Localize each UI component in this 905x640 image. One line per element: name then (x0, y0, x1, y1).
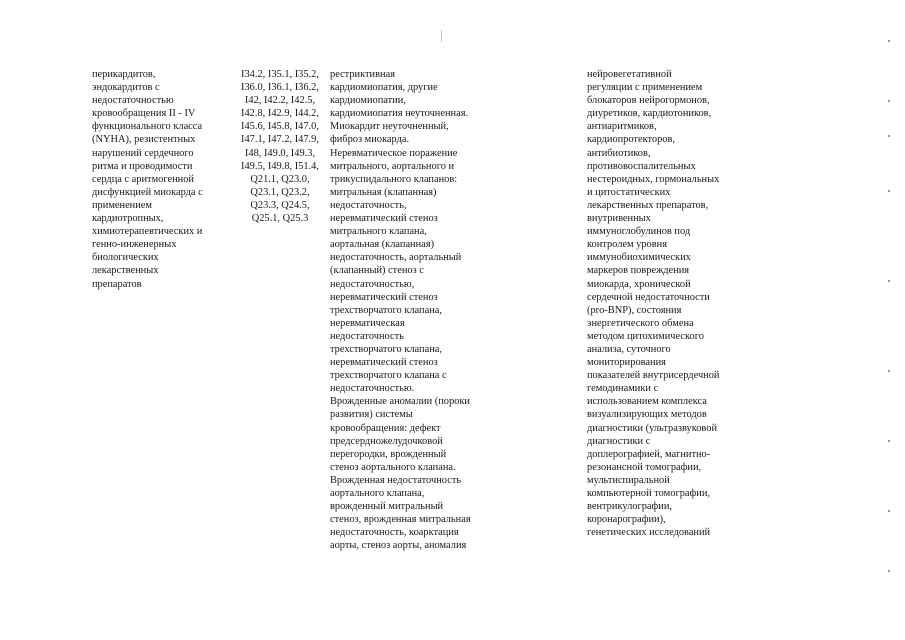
text-line: диагностики с (587, 435, 651, 447)
text-line: нарушений сердечного (92, 147, 194, 159)
icd-code-line: I42.8, I42.9, I44.2, (241, 108, 319, 120)
text-line: антибиотиков, (587, 147, 651, 159)
text-line: перегородки, врожденный (330, 448, 447, 460)
text-line: недостаточностью (92, 95, 174, 107)
text-line: генетических исследований (587, 527, 711, 539)
text-line: использованием комплекса (587, 396, 707, 408)
text-line: трикуспидального клапанов: (330, 173, 458, 185)
icd-code-line: I49.5, I49.8, I51.4, (241, 160, 319, 172)
text-line: иммунобиохимических (587, 252, 691, 264)
text-line: иммуноглобулинов под (587, 226, 691, 238)
text-line: резонансной томографии, (587, 461, 702, 473)
text-line: недостаточность, аортальный (330, 252, 462, 264)
text-line: Неревматическое поражение (330, 147, 458, 159)
text-line: рестриктивная (330, 69, 395, 80)
scan-edge-marks (888, 40, 891, 580)
text-line: неревматический стеноз (330, 291, 438, 303)
text-line: кровообращения: дефект (330, 422, 441, 434)
text-line: аортального клапана, (330, 488, 425, 499)
text-line: стеноз, врожденная митральная (330, 514, 471, 526)
text-line: кардиотропных, (92, 213, 164, 225)
text-line: применением (92, 199, 152, 211)
text-line: контролем уровня (587, 239, 667, 251)
text-line: Врожденная недостаточность (330, 474, 462, 486)
text-line: предсердножелудочковой (330, 435, 443, 447)
text-line: компьютерной томографии, (587, 488, 710, 499)
icd-code-line: I42, I42.2, I42.5, (244, 95, 316, 107)
text-line: мониторирования (587, 357, 666, 369)
text-line: ритма и проводимости (92, 160, 193, 172)
icd-code-line: I45.6, I45.8, I47.0, (241, 121, 319, 133)
text-line: противовоспалительных (587, 160, 696, 172)
text-line: развития) системы (330, 409, 413, 421)
icd-code-line: Q23.3, Q24.5, (250, 199, 310, 211)
text-line: фиброз миокарда. (330, 134, 410, 146)
text-line: неревматический стеноз (330, 213, 438, 225)
text-line: недостаточность, (330, 199, 407, 211)
text-line: кардиопротекторов, (587, 134, 675, 146)
text-line: нейровегетативной (587, 69, 672, 80)
text-line: сердечной недостаточности (587, 291, 710, 303)
text-line: недостаточность, коарктация (330, 527, 459, 539)
text-line: митрального, аортального и (330, 160, 455, 172)
text-line: стеноз аортального клапана. (330, 461, 456, 473)
text-line: перикардитов, (92, 69, 156, 80)
icd-code-line: I36.0, I36.1, I36.2, (241, 82, 319, 94)
text-line: (NYHA), резистентных (92, 134, 196, 146)
text-line: энергетического обмена (587, 317, 694, 329)
text-line: неревматическая (330, 317, 405, 329)
column-diagnosis-description (92, 68, 224, 291)
text-line: кровообращения II - IV (92, 108, 196, 120)
text-line: кардиомиопатия неуточненная. (330, 108, 469, 120)
text-line: недостаточность (330, 330, 404, 342)
text-line: функционального класса (92, 121, 203, 133)
text-line: регуляции с применением (587, 82, 703, 94)
icd-code-line: Q23.1, Q23.2, (250, 186, 310, 198)
icd-code-line: I48, I49.0, I49.3, (244, 147, 316, 159)
column-disease-model (330, 68, 505, 552)
text-line: кардиомиопатия, другие (330, 82, 438, 94)
text-line: гемодинамики с (587, 383, 659, 395)
text-line: Врожденные аномалии (пороки (330, 396, 470, 408)
text-line: визуализирующих методов (587, 409, 707, 421)
icd-code-line: I47.1, I47.2, I47.9, (241, 134, 319, 146)
column-treatment-method (587, 68, 757, 539)
text-line: доплерографией, магнитно- (587, 448, 711, 460)
text-line: Миокардит неуточненный, (330, 121, 449, 133)
text-line: диуретиков, кардиотоников, (587, 108, 712, 120)
text-line: генно-инженерных (92, 239, 177, 251)
text-line: нестероидных, гормональных (587, 173, 720, 185)
text-line: кардиомиопатии, (330, 95, 406, 107)
text-line: методом цитохимического (587, 330, 704, 342)
text-line: диагностики (ультразвуковой (587, 422, 718, 434)
text-line: митрального клапана, (330, 226, 427, 238)
text-line: внутривенных (587, 213, 651, 225)
text-line: аорты, стеноз аорты, аномалия (330, 540, 467, 552)
text-line: биологических (92, 252, 159, 264)
text-line: препаратов (92, 278, 142, 290)
icd-code-line: Q21.1, Q23.0, (250, 173, 310, 185)
text-line: неревматический стеноз (330, 357, 438, 369)
text-line: антиаритмиков, (587, 121, 657, 133)
text-line: лекарственных (92, 265, 159, 277)
icd-code-line: Q25.1, Q25.3 (251, 213, 309, 225)
text-line: митральная (клапанная) (330, 186, 437, 198)
text-line: лекарственных препаратов, (587, 199, 709, 211)
text-line: маркеров повреждения (587, 265, 690, 277)
text-line: эндокардитов с (92, 82, 160, 94)
text-line: трехстворчатого клапана, (330, 304, 442, 316)
text-line: аортальная (клапанная) (330, 239, 435, 251)
text-line: мультиспиральной (587, 474, 670, 486)
text-line: химиотерапевтических и (92, 226, 203, 238)
text-line: дисфункцией миокарда с (92, 186, 203, 198)
text-line: коронарографии), (587, 514, 666, 526)
text-line: (клапанный) стеноз с (330, 265, 424, 277)
text-line: блокаторов нейрогормонов, (587, 95, 710, 107)
text-line: недостаточностью. (330, 383, 415, 395)
page-fold-mark (441, 30, 442, 42)
text-line: анализа, суточного (587, 343, 671, 355)
icd-code-line: I34.2, I35.1, I35.2, (241, 69, 319, 80)
column-icd-codes (232, 68, 328, 225)
text-line: сердца с аритмогенной (92, 173, 194, 185)
text-line: (pro-BNP), состояния (587, 304, 682, 316)
text-line: и цитостатических (587, 186, 671, 198)
text-line: недостаточностью, (330, 278, 415, 290)
text-line: показателей внутрисердечной (587, 370, 720, 382)
text-line: трехстворчатого клапана с (330, 370, 447, 382)
text-line: вентрикулографии, (587, 501, 672, 513)
text-line: врожденный митральный (330, 501, 444, 513)
text-line: миокарда, хронической (587, 278, 691, 290)
text-line: трехстворчатого клапана, (330, 343, 442, 355)
